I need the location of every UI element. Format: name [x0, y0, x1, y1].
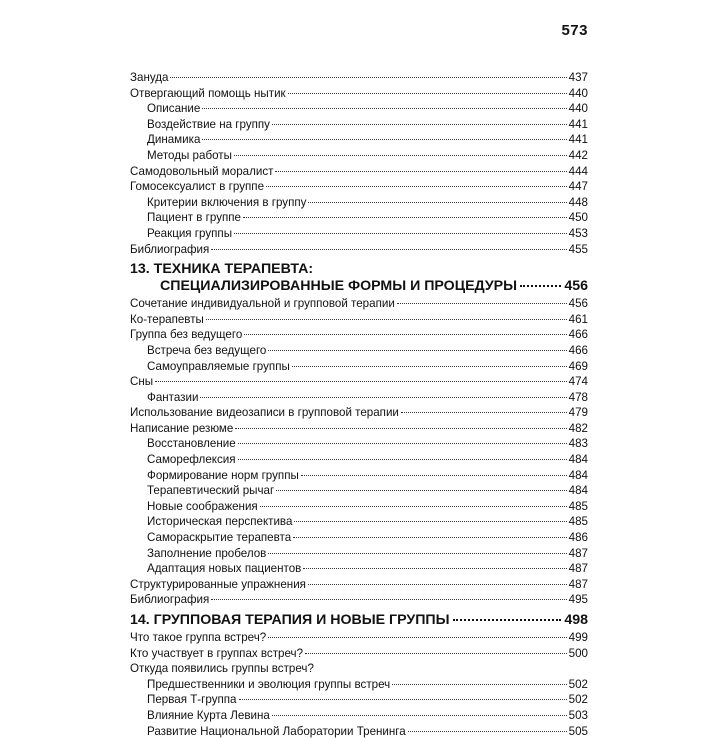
- toc-entry-page: 448: [568, 195, 588, 209]
- toc-entry-title: Описание: [147, 102, 201, 116]
- toc-entry-page: 482: [568, 421, 588, 435]
- leader-dots: [268, 553, 566, 554]
- toc-entry-title: Саморефлексия: [147, 453, 236, 467]
- leader-dots: [266, 186, 567, 187]
- toc-entry-page: 461: [568, 312, 588, 326]
- toc-entry: [130, 374, 588, 390]
- leader-dots: [303, 568, 566, 569]
- toc-entry: [130, 296, 588, 312]
- leader-dots: [301, 475, 567, 476]
- leader-dots: [243, 217, 567, 218]
- toc-entry-title: Предшественники и эволюция группы встреч: [147, 677, 391, 691]
- chapter-14-heading: [130, 612, 588, 629]
- toc-section-13: [130, 296, 588, 608]
- leader-dots: [155, 381, 567, 382]
- leader-dots: [288, 93, 567, 94]
- leader-dots: [170, 77, 566, 78]
- toc-entry: [130, 646, 588, 662]
- toc-entry-page: 466: [568, 343, 588, 357]
- toc-entry-title: Самодовольный моралист: [130, 164, 274, 178]
- toc-entry-title: Сочетание индивидуальной и групповой терапии: [130, 297, 395, 311]
- leader-dots: [211, 249, 566, 250]
- toc-entry-title: Ко-терапевты: [130, 312, 204, 326]
- leader-dots: [234, 155, 567, 156]
- toc-entry-page: 485: [568, 515, 588, 529]
- toc-entry-title: Самораскрытие терапевта: [147, 531, 292, 545]
- toc-entry-page: 479: [568, 406, 588, 420]
- toc-entry-page: 500: [568, 646, 588, 660]
- toc-entry-title: Воздействие на группу: [147, 117, 270, 131]
- toc-entry-page: 444: [568, 164, 588, 178]
- leader-dots: [260, 506, 567, 507]
- toc-entry: [130, 708, 588, 724]
- toc-entry-title: Откуда появились группы встреч?: [130, 662, 314, 676]
- toc-entry: [130, 359, 588, 375]
- toc-entry: [130, 436, 588, 452]
- toc-entry-page: 484: [568, 468, 588, 482]
- toc-entry-page: 502: [568, 693, 588, 707]
- toc-entry: [130, 661, 588, 677]
- toc-entry: [130, 577, 588, 593]
- leader-dots: [235, 428, 566, 429]
- toc-entry-title: Пациент в группе: [147, 211, 242, 225]
- toc-entry: [130, 546, 588, 562]
- chapter-13-page: 456: [564, 278, 588, 295]
- toc-entry: [130, 514, 588, 530]
- toc-entry-page: 503: [568, 708, 588, 722]
- toc-entry: [130, 117, 588, 133]
- toc-entry-page: 502: [568, 677, 588, 691]
- toc-entry: [130, 101, 588, 117]
- toc-entry-page: 474: [568, 375, 588, 389]
- leader-dots: [401, 412, 567, 413]
- chapter-13-title-line2: СПЕЦИАЛИЗИРОВАННЫЕ ФОРМЫ И ПРОЦЕДУРЫ: [160, 278, 518, 295]
- toc-entry-title: Гомосексуалист в группе: [130, 180, 265, 194]
- toc-entry-title: Зануда: [130, 71, 169, 84]
- leader-dots: [308, 202, 566, 203]
- toc-entry-title: Методы работы: [147, 148, 232, 162]
- toc-entry: [130, 677, 588, 693]
- toc-entry: [130, 86, 588, 102]
- toc-entry-page: 442: [568, 148, 588, 162]
- leader-dots: [408, 731, 567, 732]
- toc-entry: [130, 421, 588, 437]
- leader-dots: [268, 637, 566, 638]
- toc-entry: [130, 561, 588, 577]
- toc-entry-title: Группа без ведущего: [130, 328, 243, 342]
- toc-entry-page: 437: [568, 71, 588, 84]
- leader-dots: [239, 699, 567, 700]
- toc-entry: [130, 195, 588, 211]
- leader-dots: [272, 715, 567, 716]
- leader-dots: [272, 124, 567, 125]
- leader-dots: [202, 108, 566, 109]
- toc-entry: [130, 210, 588, 226]
- toc-entry-page: 484: [568, 453, 588, 467]
- toc-entry-page: 466: [568, 328, 588, 342]
- toc-entry: [130, 132, 588, 148]
- toc-entry: [130, 179, 588, 195]
- toc-entry-title: Заполнение пробелов: [147, 546, 267, 560]
- toc-entry-title: Встреча без ведущего: [147, 343, 267, 357]
- toc-entry-page: 478: [568, 390, 588, 404]
- toc-entry-page: 447: [568, 180, 588, 194]
- leader-dots: [211, 599, 566, 600]
- toc-entry-title: Реакция группы: [147, 226, 233, 240]
- toc-entry-title: Восстановление: [147, 437, 236, 451]
- leader-dots: [453, 619, 562, 621]
- toc-entry-page: 440: [568, 86, 588, 100]
- toc-entry-page: 469: [568, 359, 588, 373]
- chapter-14-title: 14. ГРУППОВАЯ ТЕРАПИЯ И НОВЫЕ ГРУППЫ: [130, 612, 450, 628]
- toc-entry-page: 441: [568, 117, 588, 131]
- toc-entry: [130, 242, 588, 258]
- page-number: 573: [561, 22, 588, 39]
- toc-entry-page: 495: [568, 593, 588, 607]
- leader-dots: [206, 319, 567, 320]
- toc-entry: [130, 405, 588, 421]
- toc-entry-title: Динамика: [147, 133, 201, 147]
- leader-dots: [238, 443, 567, 444]
- toc-entry: [130, 452, 588, 468]
- toc-entry: [130, 343, 588, 359]
- toc-entry: [130, 148, 588, 164]
- leader-dots: [308, 584, 567, 585]
- leader-dots: [294, 521, 566, 522]
- toc-entry-page: 440: [568, 102, 588, 116]
- toc-entry-page: 499: [568, 631, 588, 644]
- toc-entry-title: Историческая перспектива: [147, 515, 293, 529]
- toc-entry: [130, 468, 588, 484]
- toc-entry-page: 484: [568, 484, 588, 498]
- toc-entry-title: Критерии включения в группу: [147, 195, 307, 209]
- toc-entry-title: Самоуправляемые группы: [147, 359, 290, 373]
- toc-entry: [130, 226, 588, 242]
- toc-entry-title: Сны: [130, 375, 154, 389]
- leader-dots: [244, 334, 566, 335]
- leader-dots: [305, 653, 567, 654]
- toc-entry-page: 450: [568, 211, 588, 225]
- toc-entry: [130, 312, 588, 328]
- toc-entry-title: Развитие Национальной Лаборатории Тренинга: [147, 724, 406, 738]
- leader-dots: [292, 366, 567, 367]
- leader-dots: [234, 233, 567, 234]
- toc-entry-page: 505: [568, 724, 588, 738]
- toc-entry-page: 455: [568, 242, 588, 256]
- toc-entry-page: 487: [568, 562, 588, 576]
- toc-entry-page: 483: [568, 437, 588, 451]
- toc-entry-page: 456: [568, 297, 588, 311]
- toc-entry-title: Структурированные упражнения: [130, 577, 306, 591]
- toc-entry: [130, 164, 588, 180]
- toc-entry-title: Библиография: [130, 242, 210, 256]
- toc-entry: [130, 692, 588, 708]
- toc-section-14: [130, 630, 588, 739]
- toc-entry: [130, 724, 588, 739]
- toc-entry-title: Влияние Курта Левина: [147, 708, 270, 722]
- toc-entry: [130, 390, 588, 406]
- leader-dots: [202, 139, 566, 140]
- toc-entry-page: 453: [568, 226, 588, 240]
- leader-dots: [200, 397, 566, 398]
- toc-entry-page: 441: [568, 133, 588, 147]
- chapter-13-heading: [130, 261, 588, 295]
- toc-entry-title: Отвергающий помощь нытик: [130, 86, 286, 100]
- toc-entry-title: Первая Т-группа: [147, 693, 237, 707]
- toc-entry: [130, 530, 588, 546]
- leader-dots: [397, 303, 567, 304]
- leader-dots: [275, 171, 566, 172]
- toc-entry-title: Библиография: [130, 593, 210, 607]
- toc-entry-title: Адаптация новых пациентов: [147, 562, 302, 576]
- toc-entry: [130, 327, 588, 343]
- toc-entry: [130, 592, 588, 608]
- table-of-contents: [130, 70, 588, 739]
- toc-entry: [130, 483, 588, 499]
- toc-entry-title: Фантазии: [147, 390, 199, 404]
- toc-entry-page: 485: [568, 499, 588, 513]
- chapter-13-title-line1: 13. ТЕХНИКА ТЕРАПЕВТА:: [130, 261, 314, 278]
- toc-entry-title: Использование видеозаписи в групповой терапии: [130, 406, 399, 420]
- toc-entry-title: Что такое группа встреч?: [130, 631, 267, 644]
- toc-entry-page: 487: [568, 546, 588, 560]
- toc-entry-title: Написание резюме: [130, 421, 234, 435]
- toc-entry-page: 487: [568, 577, 588, 591]
- leader-dots: [293, 537, 567, 538]
- leader-dots: [520, 285, 561, 287]
- leader-dots: [268, 350, 566, 351]
- leader-dots: [276, 490, 566, 491]
- chapter-14-page: 498: [564, 612, 588, 628]
- toc-entry-title: Формирование норм группы: [147, 468, 299, 482]
- toc-entry-page: 486: [568, 531, 588, 545]
- toc-entry: [130, 70, 588, 86]
- toc-entry: [130, 630, 588, 646]
- leader-dots: [238, 459, 567, 460]
- leader-dots: [392, 684, 566, 685]
- toc-section-top: [130, 70, 588, 257]
- toc-entry-title: Кто участвует в группах встреч?: [130, 646, 304, 660]
- toc-entry: [130, 499, 588, 515]
- toc-entry-title: Новые соображения: [147, 499, 258, 513]
- toc-entry-title: Терапевтический рычаг: [147, 484, 275, 498]
